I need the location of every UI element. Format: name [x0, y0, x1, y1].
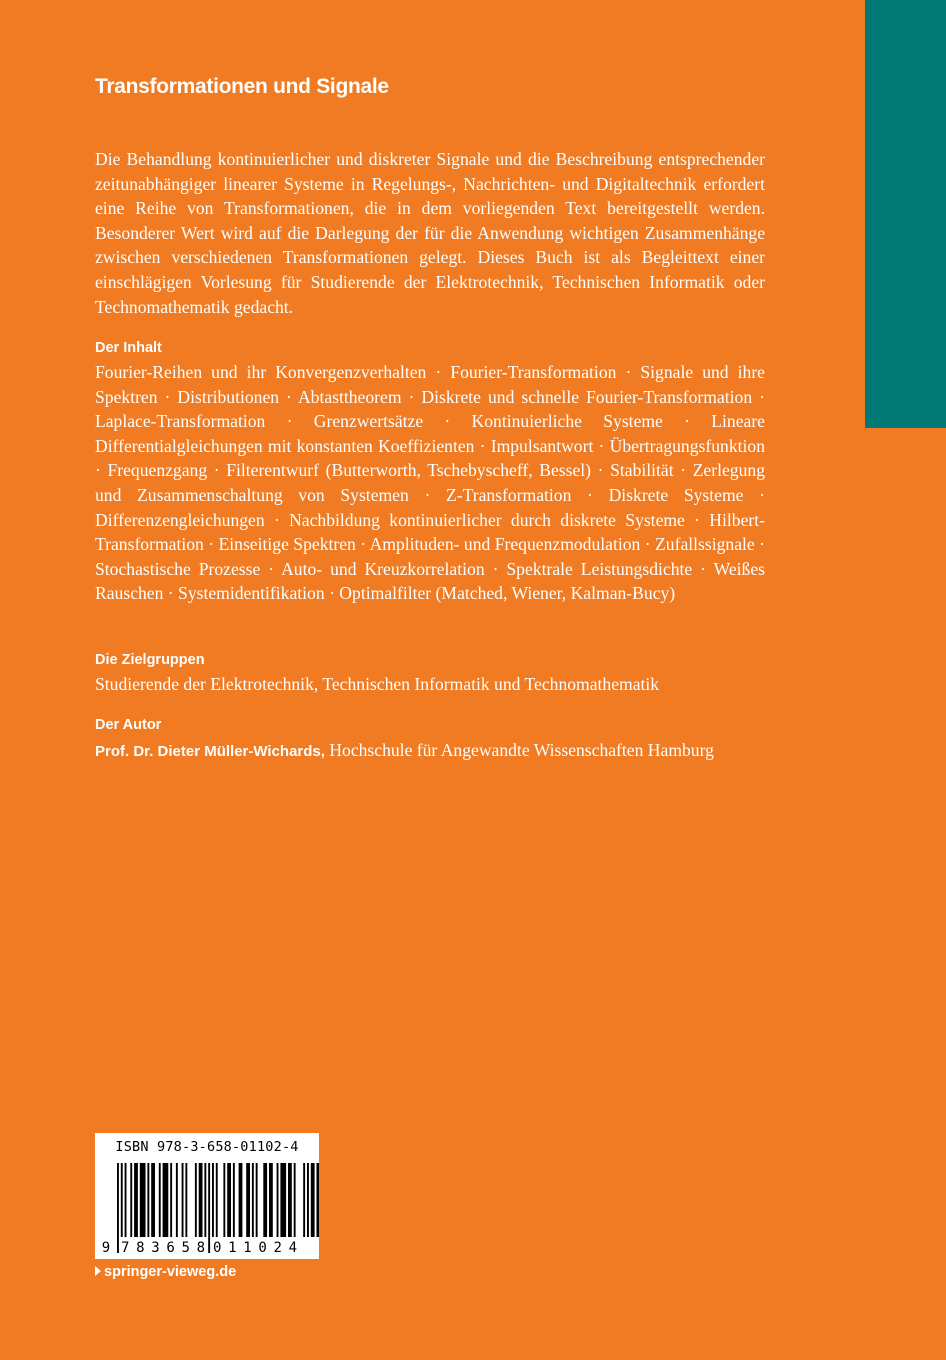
- barcode-bar: [263, 1163, 267, 1237]
- barcode-bar: [256, 1163, 258, 1237]
- barcode-bar: [134, 1163, 138, 1237]
- barcode-bar: [277, 1163, 279, 1237]
- barcode-bar: [303, 1163, 305, 1237]
- author-heading: Der Autor: [95, 717, 162, 733]
- audience-heading: Die Zielgruppen: [95, 652, 205, 668]
- barcode-bar: [288, 1163, 292, 1237]
- barcode-bar: [159, 1163, 161, 1237]
- barcode-bar: [195, 1163, 197, 1237]
- barcode-bar: [246, 1163, 250, 1237]
- ean-right-digits: 011024: [213, 1240, 297, 1255]
- barcode-bar: [151, 1163, 155, 1237]
- barcode-bar: [176, 1163, 178, 1237]
- barcode-bar: [311, 1163, 315, 1237]
- barcode-bar: [204, 1163, 206, 1237]
- barcode-bar: [233, 1163, 235, 1237]
- intro-paragraph: Die Behandlung kontinuierlicher und diskreter Signale und die Beschreibung entsprechender zeitunabhängiger linearer Systeme in Regelungs-, Nachrichten- und Digitaltechnik erfordert eine Reihe von Transformationen, die in dem vorliegenden Text bereitgestellt werden. Besonderer Wert wird auf die Darlegung der für die Anwendung wichtigen Zusammenhänge zwischen verschiedenen Transformationen gelegt. Dieses Buch ist als Begleittext einer einschlägigen Vorlesung für Studierende der Elektrotechnik, Technischen Informatik oder Technomathematik gedacht.: [95, 149, 765, 317]
- barcode-bar: [170, 1163, 172, 1237]
- barcode-bar: [280, 1163, 286, 1237]
- barcode-bar: [269, 1163, 273, 1237]
- isbn-barcode: [95, 1133, 319, 1259]
- barcode-bar: [185, 1163, 187, 1237]
- ean-left-digits: 783658: [121, 1240, 205, 1255]
- book-title: Transformationen und Signale: [95, 75, 389, 98]
- author-affiliation: Hochschule für Angewandte Wissenschaften Hamburg: [324, 740, 714, 760]
- barcode-bar: [199, 1163, 203, 1237]
- arrow-right-icon: [95, 1266, 101, 1276]
- barcode-bar: [223, 1163, 225, 1237]
- barcode-bar: [117, 1163, 119, 1253]
- ean-first-digit: 9: [101, 1240, 111, 1255]
- audience-paragraph: Studierende der Elektrotechnik, Technischen Informatik und Technomathematik: [95, 674, 660, 694]
- barcode-bar: [252, 1163, 254, 1237]
- accent-band: [865, 0, 946, 428]
- barcode-bar: [294, 1163, 296, 1237]
- website-url: springer-vieweg.de: [104, 1264, 237, 1280]
- author-paragraph: [95, 738, 765, 765]
- barcode-graphic: [95, 1163, 319, 1255]
- author-name: Prof. Dr. Dieter Müller-Wichards,: [95, 743, 325, 760]
- barcode-bar: [140, 1163, 146, 1237]
- contents-paragraph: Fourier-Reihen und ihr Konvergenzverhalten · Fourier-Transformation · Signale und ihre Spektren · Distributionen · Abtasttheorem · Diskrete und schnelle Fourier-Transformation · Laplace-Transformation · Grenzwertsätze · Kontinuierliche Systeme · Lineare Differentialgleichungen mit konstanten Koeffizienten · Impulsantwort · Übertragungsfunktion · Frequenzgang · Filterentwurf (Butterworth, Tschebyscheff, Bessel) · Stabilität · Zerlegung und Zusammenschaltung von Systemen · Z-Transformation · Diskrete Systeme · Differenzengleichungen · Nachbildung kontinuierlicher durch diskrete Systeme · Hilbert-Transformation · Einseitige Spektren · Amplituden- und Frequenzmodulation · Zufallssignale · Stochastische Prozesse · Auto- und Kreuzkorrelation · Spektrale Leistungsdichte · Weißes Rauschen · Systemidentifikation · Optimalfilter (Matched, Wiener, Kalman-Bucy): [95, 362, 765, 604]
- barcode-bar: [307, 1163, 309, 1237]
- barcode-bar: [227, 1163, 231, 1237]
- isbn-label: ISBN 978-3-658-01102-4: [115, 1139, 299, 1155]
- barcode-bar: [317, 1163, 320, 1237]
- barcode-bar: [239, 1163, 243, 1237]
- barcode-bar: [147, 1163, 149, 1237]
- barcode-bar: [163, 1163, 169, 1237]
- barcode-bar: [208, 1163, 210, 1253]
- barcode-bar: [130, 1163, 132, 1237]
- publisher-website: [95, 1262, 236, 1282]
- contents-heading: Der Inhalt: [95, 340, 162, 356]
- barcode-bar: [182, 1163, 184, 1237]
